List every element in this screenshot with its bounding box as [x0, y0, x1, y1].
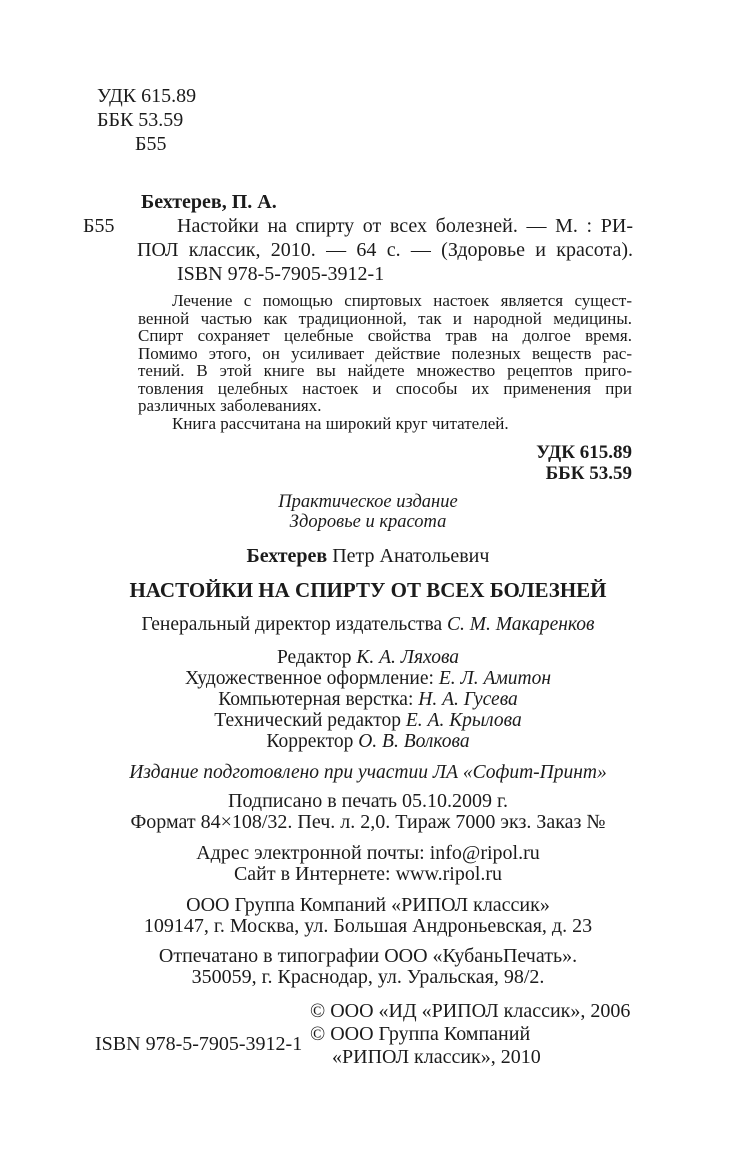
- email-line: Адрес электронной почты: info@ripol.ru: [196, 842, 540, 864]
- annotation-block: [138, 292, 632, 432]
- director-line: [85, 614, 651, 635]
- credit-name: Е. Л. Амитон: [438, 668, 552, 689]
- printery-block: [85, 946, 651, 988]
- book-title: НАСТОЙКИ НА СПИРТУ ОТ ВСЕХ БОЛЕЗНЕЙ: [129, 578, 607, 602]
- credit-label: Редактор: [276, 647, 352, 668]
- edition-block: [85, 492, 651, 532]
- credit-name: Н. А. Гусева: [418, 689, 518, 710]
- print-signed-line: Подписано в печать 05.10.2009 г.: [228, 790, 508, 812]
- director-name: С. М. Макаренков: [447, 614, 595, 635]
- printery-name: Отпечатано в типографии ООО «КубаньПечать».: [158, 945, 578, 967]
- credit-row-tech-editor: [85, 710, 651, 731]
- annotation-line: товления целебных настоек и способы их применения при: [138, 378, 632, 398]
- publisher-name: ООО Группа Компаний «РИПОЛ классик»: [186, 894, 550, 916]
- website-line: Сайт в Интернете: www.ripol.ru: [233, 863, 503, 885]
- bbk-code-top: ББК 53.59: [97, 109, 184, 131]
- top-codes-block: [97, 84, 755, 156]
- credit-name: О. В. Волкова: [358, 731, 470, 752]
- credit-row-layout: [85, 689, 651, 710]
- director-label: Генеральный директор издательства: [141, 614, 443, 635]
- annotation-readers-line: Книга рассчитана на широкий круг читателей.: [172, 413, 509, 433]
- udk-code-right: УДК 615.89: [536, 442, 632, 463]
- print-info-block: [85, 791, 651, 833]
- credit-name: К. А. Ляхова: [356, 647, 460, 668]
- catalog-author-sign: Б55: [83, 215, 115, 237]
- copyright-block: [310, 1000, 755, 1069]
- publisher-address: 109147, г. Москва, ул. Большая Андроньевская, д. 23: [143, 915, 593, 937]
- print-format-line: Формат 84×108/32. Печ. л. 2,0. Тираж 7000 экз. Заказ №: [130, 811, 606, 833]
- annotation-line: Спирт сохраняет целебные свойства трав на долгое время.: [138, 326, 632, 345]
- contacts-block: [85, 843, 651, 885]
- annotation-line: различных заболеваниях.: [138, 396, 322, 415]
- credit-row-art: [85, 668, 651, 689]
- copyright-line-3: «РИПОЛ классик», 2010: [332, 1046, 541, 1068]
- annotation-line: Лечение с помощью спиртовых настоек является сущест-: [172, 291, 632, 310]
- annotation-line: тений. В этой книге вы найдете множество рецептов приго-: [138, 361, 632, 380]
- credit-label: Художественное оформление:: [184, 668, 434, 689]
- edition-type: Практическое издание: [278, 492, 458, 512]
- book-author-name: Петр Анатольевич: [332, 545, 490, 567]
- credit-row-editor: [85, 647, 651, 668]
- book-author-surname: Бехтерев: [246, 545, 328, 567]
- series-name: Здоровье и красота: [289, 512, 447, 532]
- catalog-card: [83, 190, 633, 286]
- annotation-line: Помимо этого, он усиливает действие полезных веществ рас-: [138, 343, 632, 363]
- right-codes-block: [0, 442, 632, 484]
- annotation-line: венной частью как традиционной, так и народной медицины.: [138, 308, 632, 328]
- catalog-isbn: ISBN 978-5-7905-3912-1: [177, 263, 385, 285]
- credit-row-proofreader: [85, 731, 651, 752]
- catalog-description: [137, 214, 633, 286]
- credit-label: Компьютерная верстка:: [218, 689, 414, 710]
- bottom-isbn: ISBN 978-5-7905-3912-1: [95, 1033, 303, 1055]
- udk-code-top: УДК 615.89: [97, 85, 197, 107]
- credit-name: Е. А. Крылова: [405, 710, 522, 731]
- author-sign-code-top: Б55: [135, 133, 167, 155]
- catalog-line: Настойки на спирту от всех болезней. — М. : РИ-: [177, 215, 633, 237]
- catalog-author: Бехтерев, П. А.: [141, 191, 277, 213]
- copyright-line-1: © ООО «ИД «РИПОЛ классик», 2006: [310, 1000, 631, 1022]
- credits-list: [85, 647, 651, 752]
- publisher-block: [85, 895, 651, 937]
- credit-label: Технический редактор: [214, 710, 402, 731]
- printery-address: 350059, г. Краснодар, ул. Уральская, 98/2.: [191, 966, 545, 988]
- book-author-line: [85, 545, 651, 567]
- credit-label: Корректор: [266, 731, 354, 752]
- catalog-line: ПОЛ классик, 2010. — 64 с. — (Здоровье и красота).: [137, 239, 633, 261]
- copyright-line-2: © ООО Группа Компаний: [310, 1023, 531, 1045]
- participation-note: Издание подготовлено при участии ЛА «Софит-Принт»: [129, 762, 607, 783]
- bbk-code-right: ББК 53.59: [545, 463, 632, 484]
